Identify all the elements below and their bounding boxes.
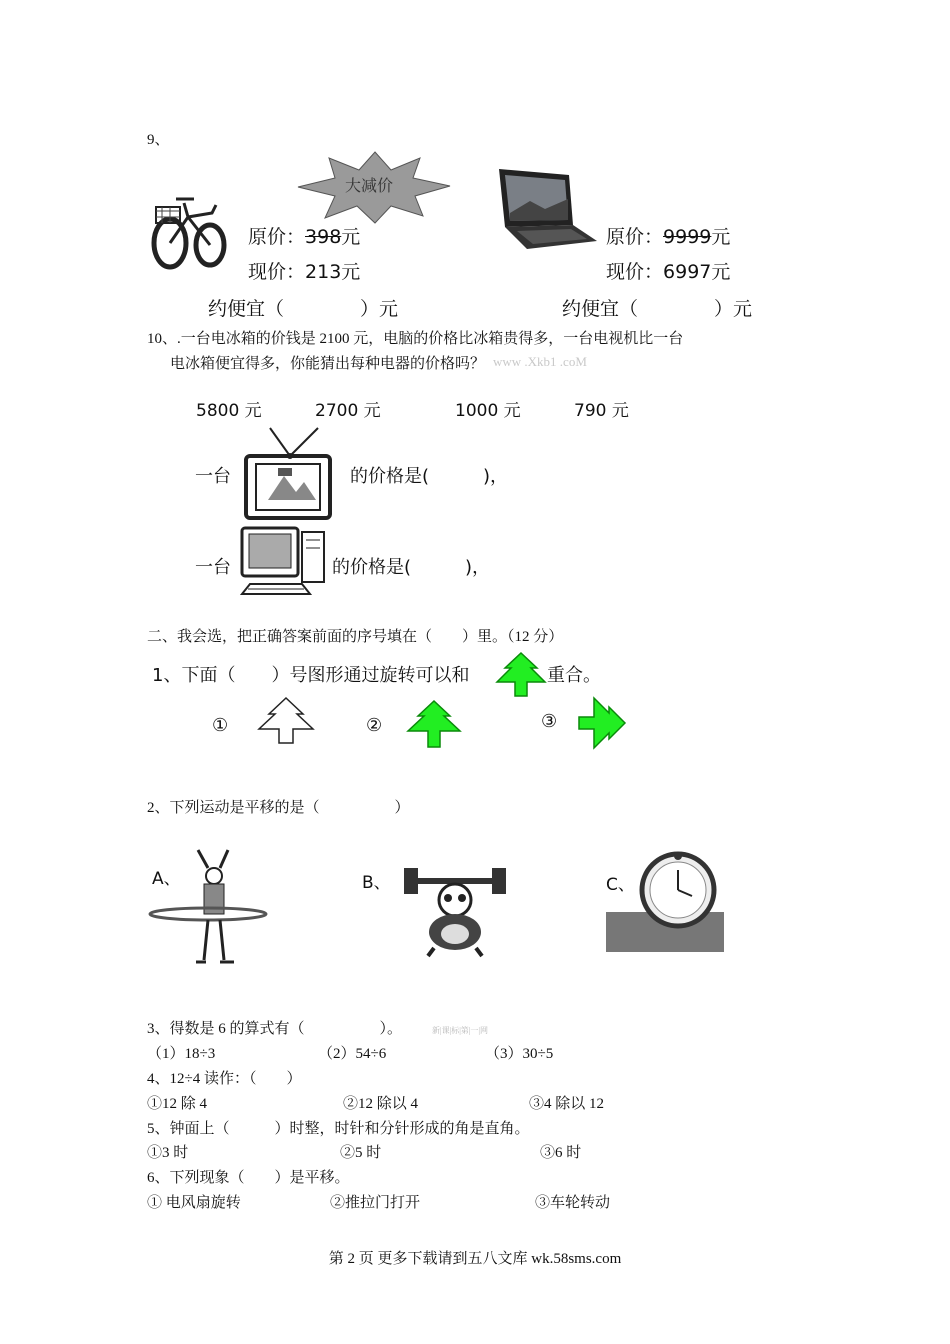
bike-orig-label: 原价： <box>248 226 306 248</box>
outline-tree-shape <box>257 697 315 745</box>
bike-current-price <box>248 257 360 284</box>
laptop-orig-unit: 元 <box>711 226 731 248</box>
laptop-orig-label: 原价： <box>606 226 664 248</box>
bicycle-icon <box>150 185 230 270</box>
computer-icon <box>240 526 330 598</box>
green-rotated-tree-shape <box>577 696 627 750</box>
green-tree-shape <box>406 700 462 748</box>
q10-watermark: www .Xkb1 .coM <box>493 354 587 369</box>
s2-q4-option2: ②12 除以 4 <box>343 1096 419 1112</box>
s2-q2-option-a: A、 <box>152 869 181 889</box>
laptop-icon <box>495 165 600 253</box>
laptop-now-value: 6997 <box>663 261 712 283</box>
s2-q2-option-b: B、 <box>362 873 391 893</box>
bike-orig-value: 398 <box>305 226 342 248</box>
hula-hoop-girl-image <box>148 848 266 968</box>
q10-line2: 电冰箱便宜得多，你能猜出每种电器的价格吗？ <box>170 356 486 372</box>
laptop-current-price <box>606 257 730 284</box>
laptop-original-price <box>606 222 730 249</box>
s2-q4-option3: ③4 除以 12 <box>529 1096 605 1112</box>
s2-q4-text: 4、12÷4 读作：（ ） <box>147 1071 302 1087</box>
pc-price-blank[interactable]: 的价格是( )， <box>332 557 491 578</box>
s2-q5-option2: ②5 时 <box>340 1145 382 1161</box>
s2-q2-text: 2、下列运动是平移的是（ ） <box>147 800 410 816</box>
price-option-1: 5800 元 <box>196 401 262 421</box>
page-footer: 第 2 页 更多下载请到五八文库 wk.58sms.com <box>328 1251 622 1267</box>
price-option-3: 1000 元 <box>455 401 521 421</box>
s2-q3-option1: （1）18÷3 <box>147 1046 216 1062</box>
section2-heading: 二、我会选，把正确答案前面的序号填在（ ）里。（12 分） <box>147 629 564 645</box>
s2-q3-tiny-watermark: 新|课|标|第|一|网 <box>432 1026 489 1035</box>
s2-q2-option-c: C、 <box>606 875 635 895</box>
s2-q5-option1: ①3 时 <box>147 1145 189 1161</box>
s2-q3-option3: （3）30÷5 <box>485 1046 554 1062</box>
s2-q5-option3: ③6 时 <box>540 1145 582 1161</box>
q10-line1: 10、.一台电冰箱的价钱是 2100 元，电脑的价格比冰箱贵得多，一台电视机比一台 <box>147 331 684 347</box>
s2-q1-text: 1、下面（ ）号图形通过旋转可以和 <box>152 665 470 686</box>
s2-q3-text: 3、得数是 6 的算式有（ ）。 <box>147 1021 403 1037</box>
tv-row-prefix: 一台 <box>195 466 231 487</box>
s2-q6-option1: ① 电风扇旋转 <box>147 1195 241 1211</box>
television-icon <box>240 424 335 520</box>
q9-number: 9、 <box>147 132 170 148</box>
alarm-clock-image <box>606 848 724 952</box>
bike-original-price <box>248 222 360 249</box>
bike-orig-unit: 元 <box>341 226 361 248</box>
pc-row-prefix: 一台 <box>195 557 231 578</box>
s2-q1-text-after: 重合。 <box>547 665 601 686</box>
s2-q1-option1-label: ① <box>212 715 229 736</box>
bike-discount-blank[interactable]: 约便宜（ ）元 <box>208 298 399 320</box>
tv-price-blank[interactable]: 的价格是( )， <box>350 466 509 487</box>
green-tree-arrow-icon <box>495 652 547 697</box>
bike-now-unit: 元 <box>341 261 361 283</box>
s2-q4-option1: ①12 除 4 <box>147 1096 208 1112</box>
panda-weightlifter-image <box>400 858 510 958</box>
sale-banner-text: 大减价 <box>345 176 394 195</box>
s2-q1-option2-label: ② <box>366 715 383 736</box>
laptop-now-unit: 元 <box>711 261 731 283</box>
s2-q6-option3: ③车轮转动 <box>535 1195 611 1211</box>
laptop-discount-blank[interactable]: 约便宜（ ）元 <box>562 298 753 320</box>
laptop-orig-value: 9999 <box>663 226 712 248</box>
s2-q1-option3-label: ③ <box>541 711 558 732</box>
bike-now-value: 213 <box>305 261 342 283</box>
s2-q5-text: 5、钟面上（ ）时整，时针和分针形成的角是直角。 <box>147 1121 530 1137</box>
bike-now-label: 现价： <box>248 261 306 283</box>
s2-q6-text: 6、下列现象（ ）是平移。 <box>147 1170 350 1186</box>
price-option-2: 2700 元 <box>315 401 381 421</box>
laptop-now-label: 现价： <box>606 261 664 283</box>
s2-q6-option2: ②推拉门打开 <box>330 1195 421 1211</box>
price-option-4: 790 元 <box>574 401 629 421</box>
s2-q3-option2: （2）54÷6 <box>318 1046 387 1062</box>
